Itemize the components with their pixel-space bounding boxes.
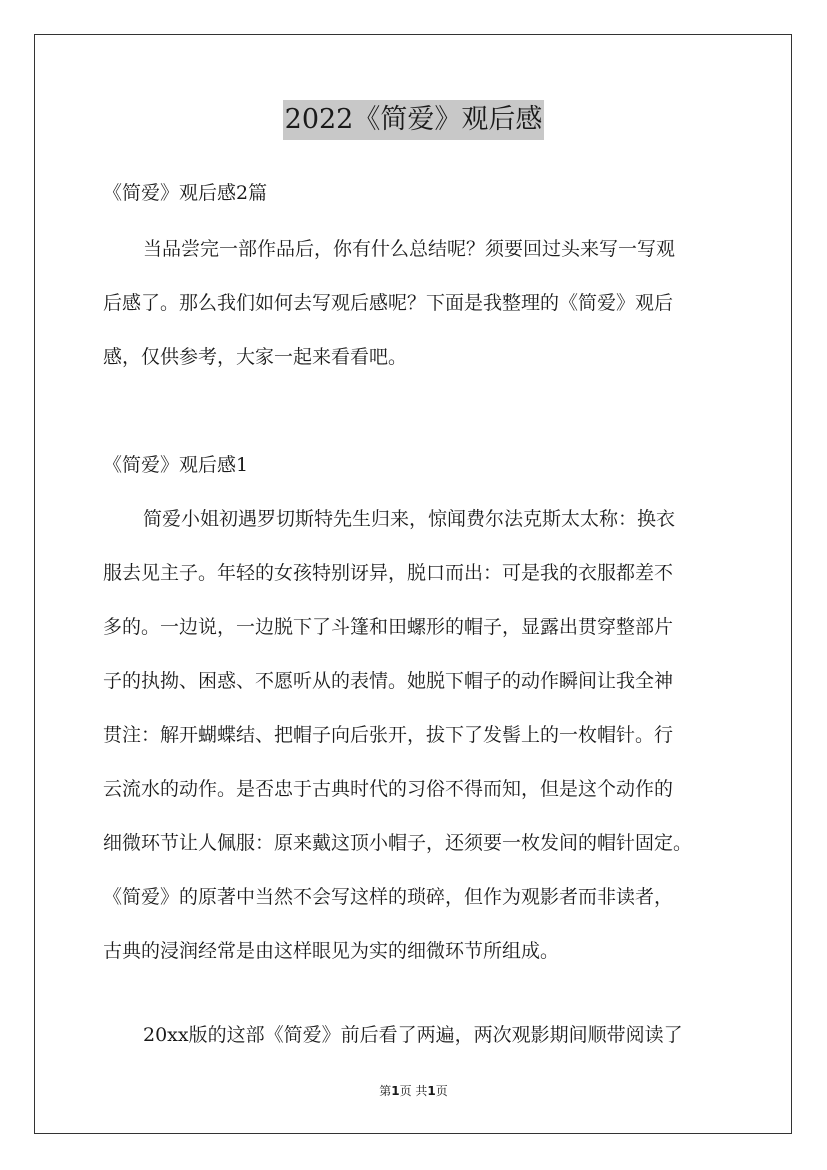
document-subtitle: 《简爱》观后感2篇 <box>103 182 268 204</box>
title-container <box>0 100 827 140</box>
intro-line: 感，仅供参考，大家一起来看看吧。 <box>103 346 408 368</box>
document-title: 2022《简爱》观后感 <box>283 100 545 140</box>
section-heading: 《简爱》观后感1 <box>103 454 249 476</box>
body-line: 20xx版的这部《简爱》前后看了两遍，两次观影期间顺带阅读了 <box>143 1024 683 1046</box>
intro-line: 后感了。那么我们如何去写观后感呢？下面是我整理的《简爱》观后 <box>103 292 674 314</box>
body-line: 简爱小姐初遇罗切斯特先生归来，惊闻费尔法克斯太太称：换衣 <box>143 508 676 530</box>
body-line: 子的执拗、困惑、不愿听从的表情。她脱下帽子的动作瞬间让我全神 <box>103 670 674 692</box>
body-line: 贯注：解开蝴蝶结、把帽子向后张开，拔下了发髻上的一枚帽针。行 <box>103 724 674 746</box>
body-line: 《简爱》的原著中当然不会写这样的琐碎，但作为观影者而非读者， <box>103 886 674 908</box>
page-suffix: 页 <box>435 1084 448 1098</box>
page-mid: 页 共 <box>399 1084 428 1098</box>
page-total: 1 <box>427 1084 436 1098</box>
body-line: 服去见主子。年轻的女孩特别讶异，脱口而出：可是我的衣服都差不 <box>103 562 674 584</box>
intro-line: 当品尝完一部作品后，你有什么总结呢？须要回过头来写一写观 <box>143 238 676 260</box>
body-line: 多的。一边说，一边脱下了斗篷和田螺形的帽子，显露出贯穿整部片 <box>103 616 674 638</box>
page-number: 1 <box>391 1084 400 1098</box>
page-prefix: 第 <box>379 1084 392 1098</box>
body-line: 云流水的动作。是否忠于古典时代的习俗不得而知，但是这个动作的 <box>103 778 674 800</box>
body-line: 古典的浸润经常是由这样眼见为实的细微环节所组成。 <box>103 940 560 962</box>
body-line: 细微环节让人佩服：原来戴这顶小帽子，还须要一枚发间的帽针固定。 <box>103 832 693 854</box>
page-footer <box>0 1082 827 1099</box>
